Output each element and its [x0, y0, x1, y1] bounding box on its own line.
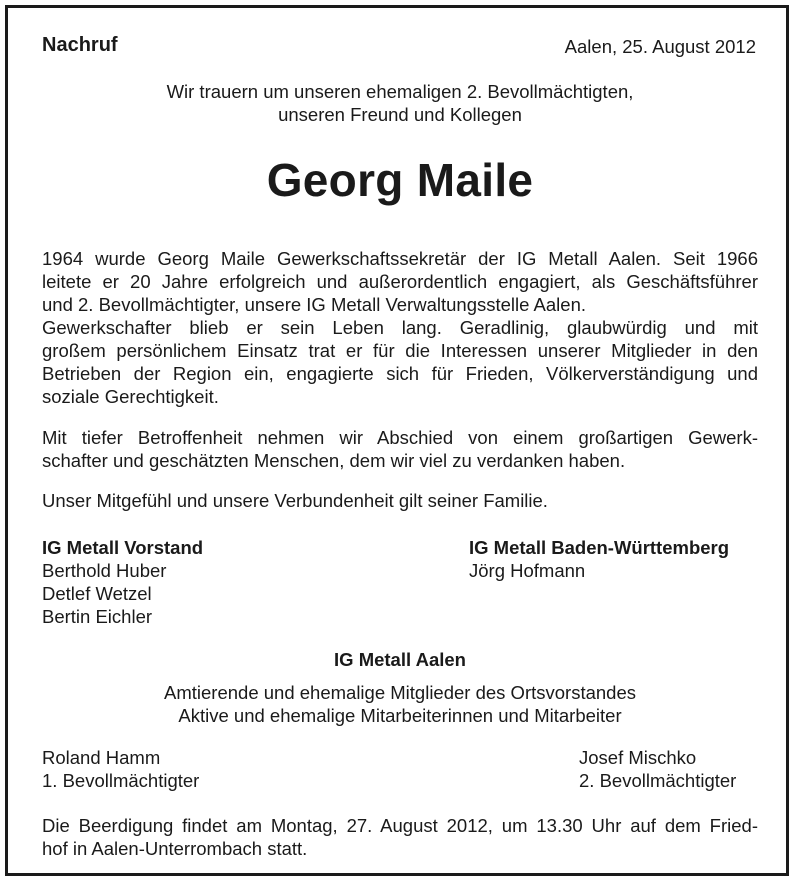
deceased-name: Georg Maile: [266, 154, 534, 206]
aalen-line-1: Amtierende und ehemalige Mitglieder des Ortsvorstandes: [164, 682, 636, 703]
funeral-paragraph: [42, 814, 758, 860]
text-line: und 2. Bevollmächtigter, unsere IG Metall Verwaltungsstelle Aalen.: [42, 294, 586, 315]
farewell-paragraph: [42, 426, 758, 472]
intro-line-1: Wir trauern um unseren ehemaligen 2. Bevollmächtigten,: [166, 81, 634, 102]
signatory-name: Josef Mischko: [579, 747, 697, 768]
signatory-role: 1. Bevollmächtigter: [42, 770, 200, 791]
text-line: leitete er 20 Jahre erfolgreich und außerordentlich engagiert, als Geschäftsführer: [42, 271, 758, 292]
intro-line-2: unseren Freund und Kollegen: [278, 104, 522, 125]
text-line: hof in Aalen-Unterrombach statt.: [42, 838, 308, 859]
text-line: schafter und geschätzten Menschen, dem wir viel zu verdanken haben.: [42, 450, 626, 471]
vorstand-heading: IG Metall Vorstand: [42, 537, 204, 558]
notice-label: Nachruf: [42, 34, 118, 56]
biography-paragraph: [42, 247, 758, 408]
aalen-line-2: Aktive und ehemalige Mitarbeiterinnen und Mitarbeiter: [178, 705, 622, 726]
text-line: 1964 wurde Georg Maile Gewerkschaftssekretär der IG Metall Aalen. Seit 1966: [42, 248, 758, 269]
condolence-line: Unser Mitgefühl und unsere Verbundenheit gilt seiner Familie.: [42, 490, 548, 511]
signatory-name: Bertin Eichler: [42, 606, 153, 627]
notice-date: Aalen, 25. August 2012: [564, 36, 756, 57]
text-line: Die Beerdigung findet am Montag, 27. August 2012, um 13.30 Uhr auf dem Fried-: [42, 815, 758, 836]
aalen-heading: IG Metall Aalen: [334, 649, 466, 670]
text-line: Betrieben der Region ein, engagierte sich für Frieden, Völkerverständigung und: [42, 363, 758, 384]
signatory-role: 2. Bevollmächtigter: [579, 770, 737, 791]
text-line: Gewerkschafter blieb er sein Leben lang. Geradlinig, glaubwürdig und mit: [42, 317, 758, 338]
signatory-name: Detlef Wetzel: [42, 583, 152, 604]
text-line: Mit tiefer Betroffenheit nehmen wir Abschied von einem großartigen Gewerk-: [42, 427, 758, 448]
signatory-name: Roland Hamm: [42, 747, 161, 768]
text-line: großem persönlichem Einsatz trat er für die Interessen unserer Mitglieder in den: [42, 340, 758, 361]
text-line: soziale Gerechtigkeit.: [42, 386, 219, 407]
signatory-name: Jörg Hofmann: [469, 560, 586, 581]
bawue-heading: IG Metall Baden-Württemberg: [469, 537, 730, 558]
signatory-name: Berthold Huber: [42, 560, 167, 581]
